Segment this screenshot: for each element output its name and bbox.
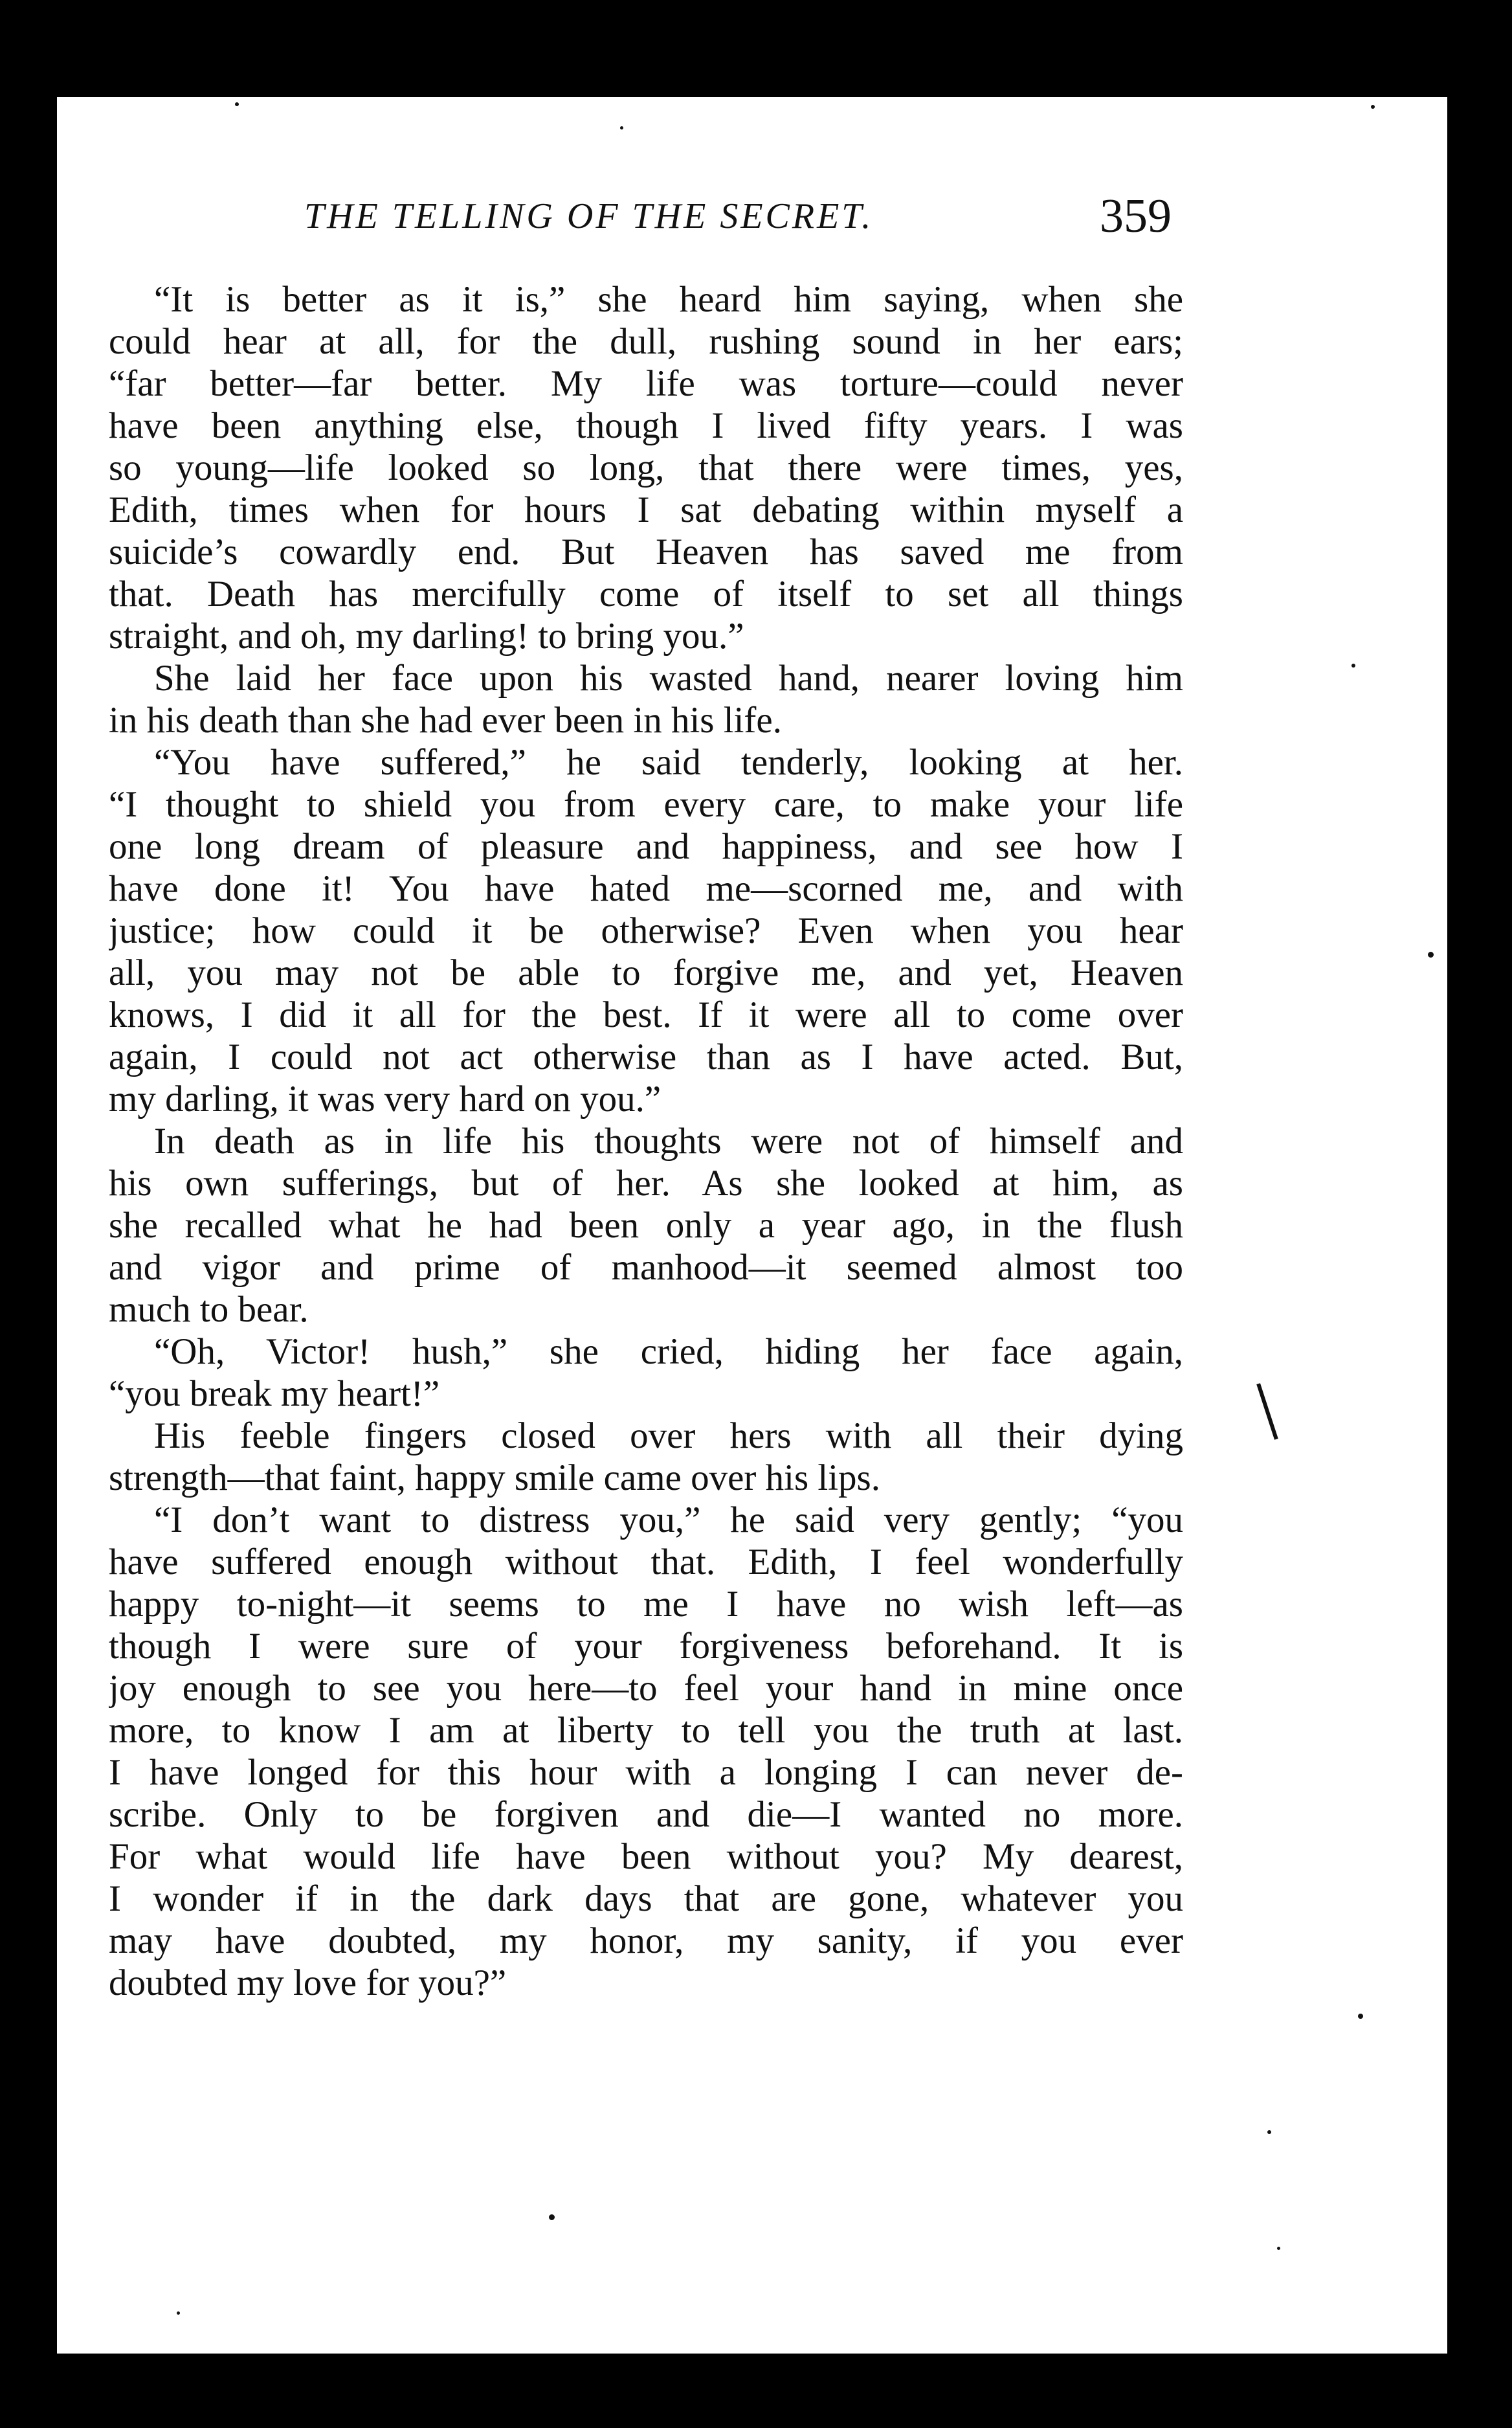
text-line: joy enough to see you here—to feel your hand in mine once <box>109 1668 1183 1709</box>
print-speck <box>620 126 623 129</box>
print-speck <box>1358 2014 1363 2019</box>
text-line: For what would life have been without you? My dearest, <box>109 1836 1183 1877</box>
text-line: though I were sure of your forgiveness beforehand. It is <box>109 1626 1183 1667</box>
text-line: justice; how could it be otherwise? Even when you hear <box>109 910 1183 951</box>
print-speck <box>1267 2130 1271 2134</box>
text-line: In death as in life his thoughts were not of himself and <box>154 1121 1183 1162</box>
text-line: “It is better as it is,” she heard him saying, when she <box>154 279 1183 320</box>
paragraph <box>109 741 1183 1120</box>
page-number: 359 <box>1100 190 1172 243</box>
paragraph <box>109 1331 1183 1415</box>
text-line: “I thought to shield you from every care, to make your life <box>109 784 1183 825</box>
text-line: She laid her face upon his wasted hand, nearer loving him <box>154 658 1183 699</box>
text-line: and vigor and prime of manhood—it seemed almost too <box>109 1247 1183 1288</box>
paragraph <box>109 1120 1183 1331</box>
paragraph <box>109 1415 1183 1499</box>
text-line: that. Death has mercifully come of itself to set all things <box>109 574 1183 614</box>
text-line: scribe. Only to be forgiven and die—I wanted no more. <box>109 1794 1183 1835</box>
text-line: all, you may not be able to forgive me, and yet, Heaven <box>109 952 1183 993</box>
text-line: “you break my heart!” <box>109 1373 440 1414</box>
text-line: again, I could not act otherwise than as I have acted. But, <box>109 1037 1183 1077</box>
print-speck <box>177 2311 180 2315</box>
text-line: may have doubted, my honor, my sanity, if you ever <box>109 1920 1183 1961</box>
paragraph <box>109 278 1183 657</box>
text-line: “You have suffered,” he said tenderly, looking at her. <box>154 742 1183 783</box>
text-line: happy to-night—it seems to me I have no wish left—as <box>109 1584 1183 1624</box>
print-speck <box>1428 952 1434 958</box>
text-line: “far better—far better. My life was torture—could never <box>109 363 1183 404</box>
text-line: I wonder if in the dark days that are gone, whatever you <box>109 1878 1183 1919</box>
text-line: his own sufferings, but of her. As she looked at him, as <box>109 1163 1183 1204</box>
body-text <box>109 278 1183 2004</box>
text-line: she recalled what he had been only a year ago, in the flush <box>109 1205 1183 1246</box>
page-header <box>239 189 1172 254</box>
text-line: suicide’s cowardly end. But Heaven has saved me from <box>109 532 1183 572</box>
paragraph <box>109 657 1183 741</box>
text-line: doubted my love for you?” <box>109 1962 507 2003</box>
text-line: could hear at all, for the dull, rushing sound in her ears; <box>109 321 1183 362</box>
text-line: so young—life looked so long, that there were times, yes, <box>109 447 1183 488</box>
text-line: knows, I did it all for the best. If it were all to come over <box>109 995 1183 1035</box>
text-line: have done it! You have hated me—scorned me, and with <box>109 868 1183 909</box>
print-speck <box>1371 105 1375 109</box>
text-line: have been anything else, though I lived fifty years. I was <box>109 405 1183 446</box>
text-line: my darling, it was very hard on you.” <box>109 1079 662 1119</box>
print-speck <box>1277 2247 1280 2250</box>
text-line: Edith, times when for hours I sat debating within myself a <box>109 489 1183 530</box>
print-speck <box>235 102 239 106</box>
paragraph <box>109 1499 1183 2004</box>
text-line: more, to know I am at liberty to tell you the truth at last. <box>109 1710 1183 1751</box>
text-line: one long dream of pleasure and happiness, and see how I <box>109 826 1183 867</box>
print-speck <box>1351 664 1355 668</box>
text-line: “Oh, Victor! hush,” she cried, hiding her face again, <box>154 1331 1183 1372</box>
text-line: I have longed for this hour with a longing I can never de- <box>109 1752 1183 1793</box>
text-line: much to bear. <box>109 1289 309 1330</box>
text-line: in his death than she had ever been in his life. <box>109 700 782 741</box>
running-title: THE TELLING OF THE SECRET. <box>304 196 874 236</box>
text-line: have suffered enough without that. Edith, I feel wonderfully <box>109 1542 1183 1582</box>
text-line: strength—that faint, happy smile came over his lips. <box>109 1457 880 1498</box>
text-line: His feeble fingers closed over hers with all their dying <box>154 1415 1183 1456</box>
text-line: straight, and oh, my darling! to bring you.” <box>109 616 744 657</box>
text-line: “I don’t want to distress you,” he said very gently; “you <box>154 1500 1183 1540</box>
print-speck <box>549 2214 555 2220</box>
